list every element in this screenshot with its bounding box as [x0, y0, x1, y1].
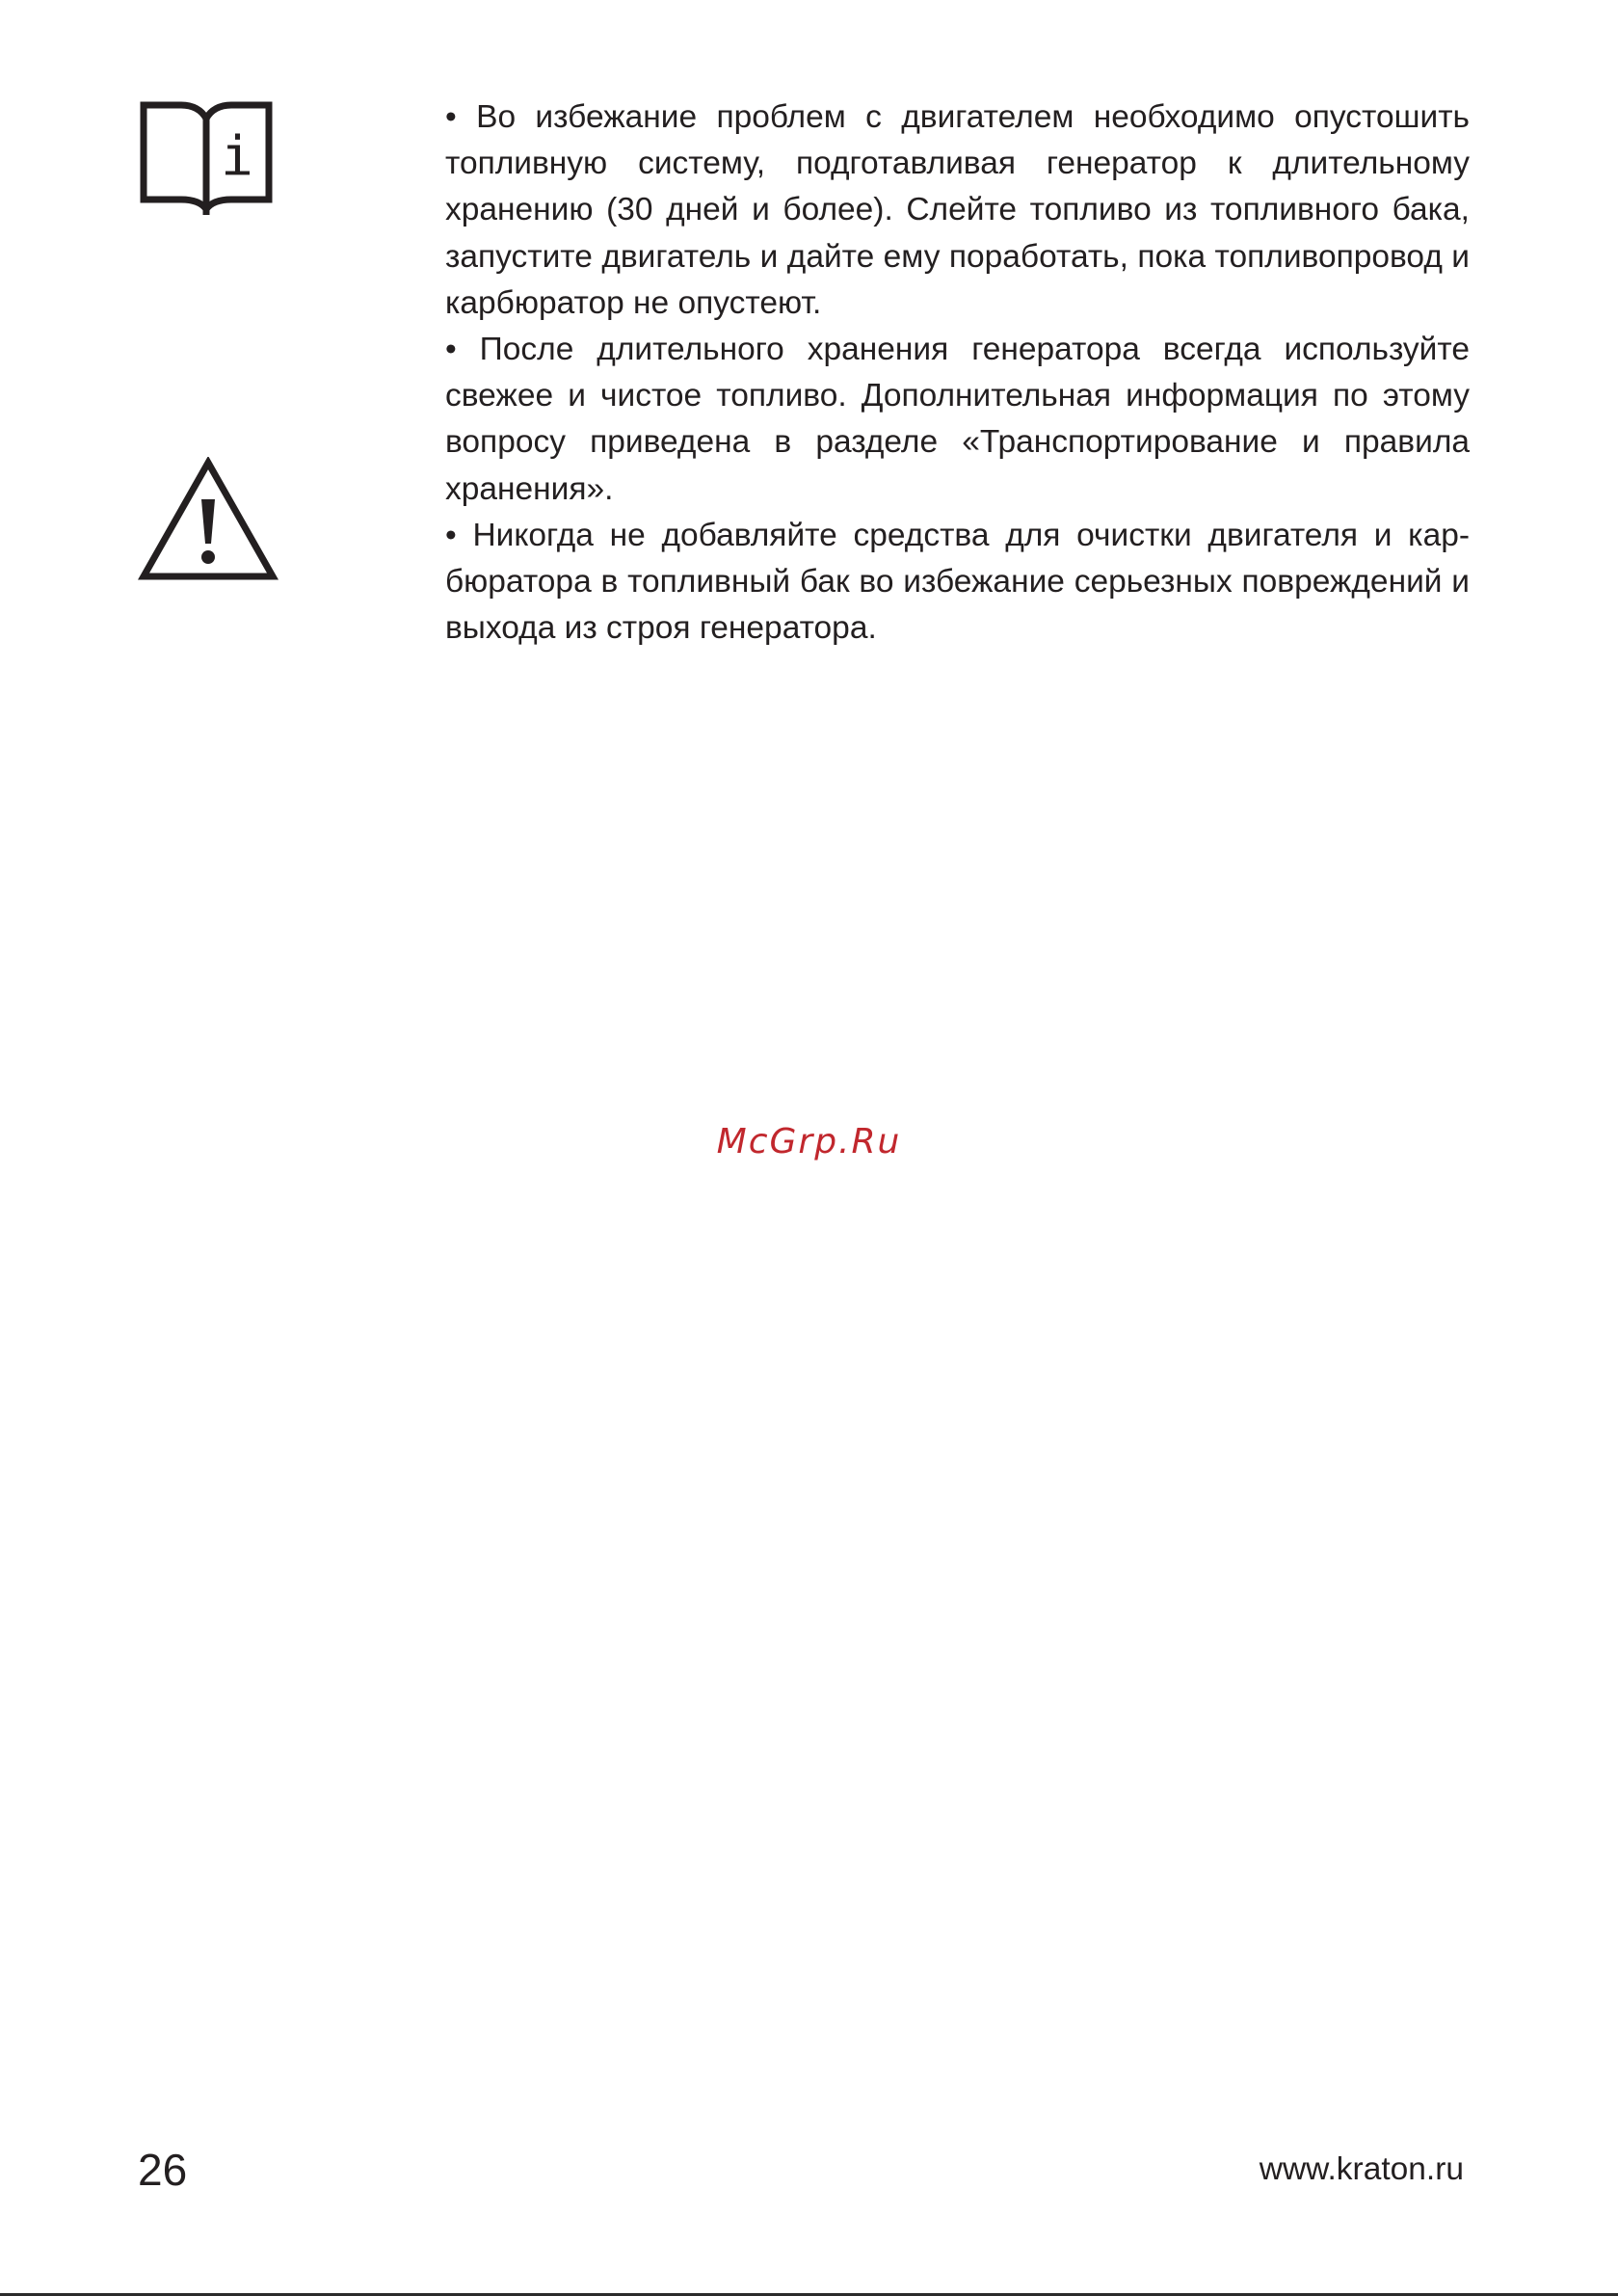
warning-triangle-icon: [138, 457, 279, 582]
book-info-icon: [138, 99, 275, 215]
paragraph-fuel-drain: • Во избежание проблем с двигателем необходимо опустошить топливную систему, подготавливая генератор к длительному хранению (30 дней и более). Слейте топливо из топливного бака, запустите двигатель и дайте ему поработать, пока топливопровод и карбюратор не опустеют.: [445, 99, 1470, 321]
body-text: [445, 94, 1470, 652]
watermark: McGrp.Ru: [716, 1122, 902, 1161]
page-number: 26: [138, 2145, 188, 2195]
site-url: www.kraton.ru: [1259, 2151, 1464, 2187]
paragraph-no-cleaners: • Никогда не добавляйте средства для очистки двигателя и карбюратора в топливный бак во избежание серьезных повреждений и выхода из строя генератора.: [445, 517, 1470, 647]
paragraph-fresh-fuel: • После длительного хранения генератора всегда используйте свежее и чистое топливо. Дополнительная информация по этому вопросу приведена в разделе «Транспортирование и правила хранения».: [445, 332, 1470, 507]
svg-text:i: i: [221, 125, 253, 188]
